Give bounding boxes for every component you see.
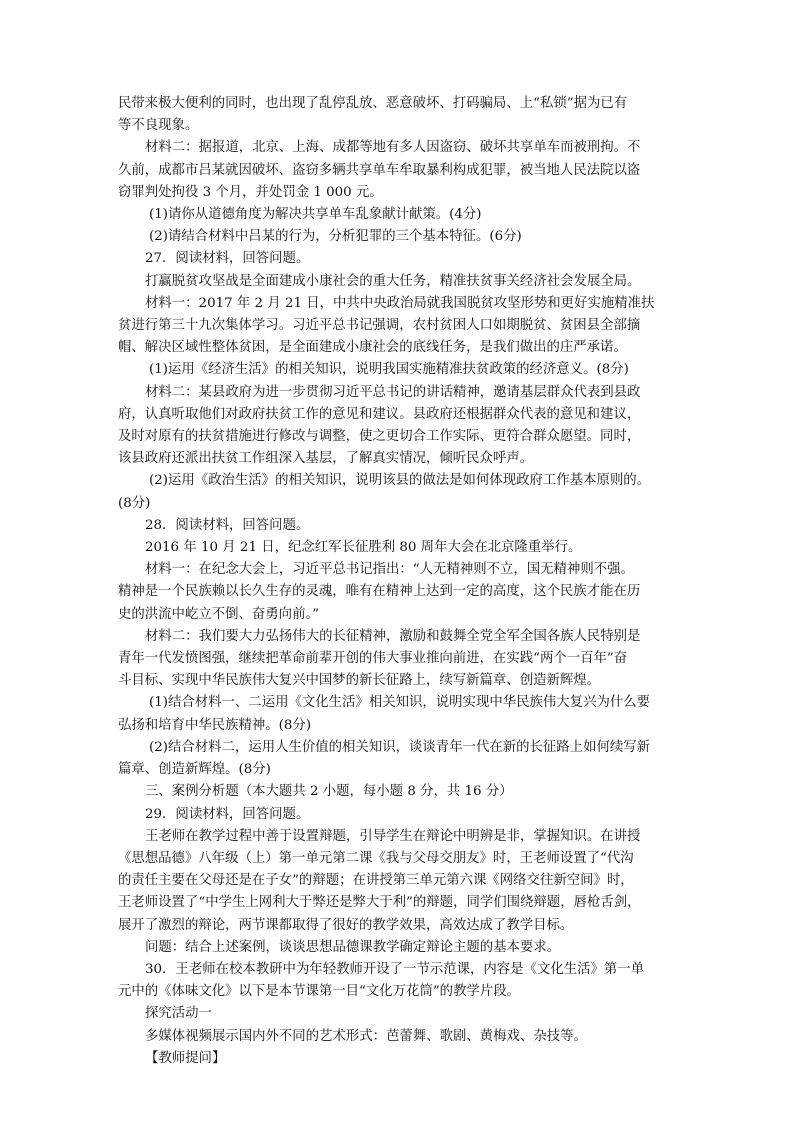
text-line: 探究活动一 (145, 1006, 212, 1022)
text-line: 展开了激烈的辩论，两节课都取得了很好的教学效果，高效达成了教学目标。 (118, 917, 574, 933)
text-line: 斗目标、实现中华民族伟大复兴中国梦的新长征路上，续写新篇章、创造新辉煌。 (118, 673, 601, 689)
text-line: 府，认真听取他们对政府扶贫工作的意见和建议。县政府还根据群众代表的意见和建议， (118, 406, 641, 422)
text-line: 青年一代发愤图强，继续把革命前辈开创的伟大事业推向前进，在实践“两个一百年”奋 (118, 651, 628, 667)
text-line: 27．阅读材料，回答问题。 (145, 251, 310, 267)
text-line: 材料一：2017 年 2 月 21 日，中共中央政治局就我国脱贫攻坚形势和更好实施精准扶 (145, 295, 655, 311)
text-line: 三、案例分析题（本大题共 2 小题，每小题 8 分，共 16 分） (145, 784, 513, 800)
text-line: 【教师提问】 (145, 1050, 226, 1066)
text-line: 材料一：在纪念大会上，习近平总书记指出：“人无精神则不立，国无精神则不强。 (145, 562, 634, 578)
text-line: 史的洪流中屹立不倒、奋勇向前。” (118, 606, 320, 622)
text-line: 29．阅读材料，回答问题。 (145, 806, 310, 822)
text-line: 帽、解决区域性整体贫困，是全面建成小康社会的底线任务，是我们做出的庄严承诺。 (118, 340, 627, 356)
text-line: 材料二：据报道，北京、上海、成都等地有多人因盗窃、破坏共享单车而被刑拘。不 (145, 140, 641, 156)
text-line: 问题：结合上述案例，谈谈思想品德课教学确定辩论主题的基本要求。 (145, 939, 561, 955)
text-line: 窃罪判处拘役 3 个月，并处罚金 1 000 元。 (118, 184, 383, 200)
text-line: 30．王老师在校本教研中为年轻教师开设了一节示范课，内容是《文化生活》第一单 (145, 961, 645, 977)
text-line: 王老师在教学过程中善于设置辩题，引导学生在辩论中明辨是非，掌握知识。在讲授 (145, 828, 641, 844)
text-line: (1)运用《经济生活》的相关知识，说明我国实施精准扶贫政策的经济意义。(8分) (149, 362, 629, 378)
text-line: 材料二：某县政府为进一步贯彻习近平总书记的讲话精神，邀请基层群众代表到县政 (145, 384, 641, 400)
text-line: (8分) (118, 495, 151, 511)
text-line: 及时对原有的扶贫措施进行修改与调整，使之更切合工作实际、更符合群众愿望。同时， (118, 429, 641, 445)
text-line: 材料二：我们要大力弘扬伟大的长征精神，激励和鼓舞全党全军全国各族人民特别是 (145, 628, 641, 644)
text-line: 民带来极大便利的同时，也出现了乱停乱放、恶意破坏、打码骗局、上“私锁”据为已有 (118, 96, 628, 111)
text-line: (2)请结合材料中吕某的行为，分析犯罪的三个基本特征。(6分) (149, 229, 522, 245)
text-line: 篇章、创造新辉煌。(8分) (118, 762, 271, 778)
text-line: (2)结合材料二，运用人生价值的相关知识，谈谈青年一代在新的长征路上如何续写新 (149, 739, 651, 755)
text-line: 该县政府还派出扶贫工作组深入基层，了解真实情况，倾听民众呼声。 (118, 451, 534, 467)
document-page (118, 93, 678, 1070)
text-line: 2016 年 10 月 21 日，纪念红军长征胜利 80 周年大会在北京隆重举行。 (145, 540, 582, 556)
text-line: 《思想品德》八年级（上）第一单元第二课《我与父母交朋友》时，王老师设置了“代沟 (118, 850, 634, 866)
text-line: (1)结合材料一、二运用《文化生活》相关知识，说明实现中华民族伟大复兴为什么要 (149, 695, 651, 711)
text-line: 多媒体视频展示国内外不同的艺术形式：芭蕾舞、歌剧、黄梅戏、杂技等。 (145, 1028, 587, 1044)
text-line: 贫进行第三十九次集体学习。习近平总书记强调，农村贫困人口如期脱贫、贫困县全部摘 (118, 318, 641, 334)
text-line: (2)运用《政治生活》的相关知识，说明该县的做法是如何体现政府工作基本原则的。 (149, 473, 651, 489)
text-line: 精神是一个民族赖以长久生存的灵魂，唯有在精神上达到一定的高度，这个民族才能在历 (118, 584, 641, 600)
text-line: 28．阅读材料，回答问题。 (145, 517, 310, 533)
text-line: 王老师设置了“中学生上网利大于弊还是弊大于利”的辩题，同学们围绕辩题，唇枪舌剑， (118, 895, 641, 911)
text-line: 元中的《体味文化》以下是本节课第一目“文化万花筒”的教学片段。 (118, 984, 521, 1000)
text-line: 打赢脱贫攻坚战是全面建成小康社会的重大任务，精准扶贫事关经济社会发展全局。 (145, 273, 641, 289)
text-line: 等不良现象。 (118, 118, 199, 134)
text-line: 弘扬和培育中华民族精神。(8分) (118, 717, 312, 733)
text-line: (1)请你从道德角度为解决共享单车乱象献计献策。(4分) (149, 207, 482, 223)
text-line: 的责任主要在父母还是在子女”的辩题；在讲授第三单元第六课《网络交往新空间》时， (118, 873, 634, 889)
text-line: 久前，成都市吕某就因破坏、盗窃多辆共享单车牟取暴利构成犯罪，被当地人民法院以盗 (118, 162, 641, 178)
